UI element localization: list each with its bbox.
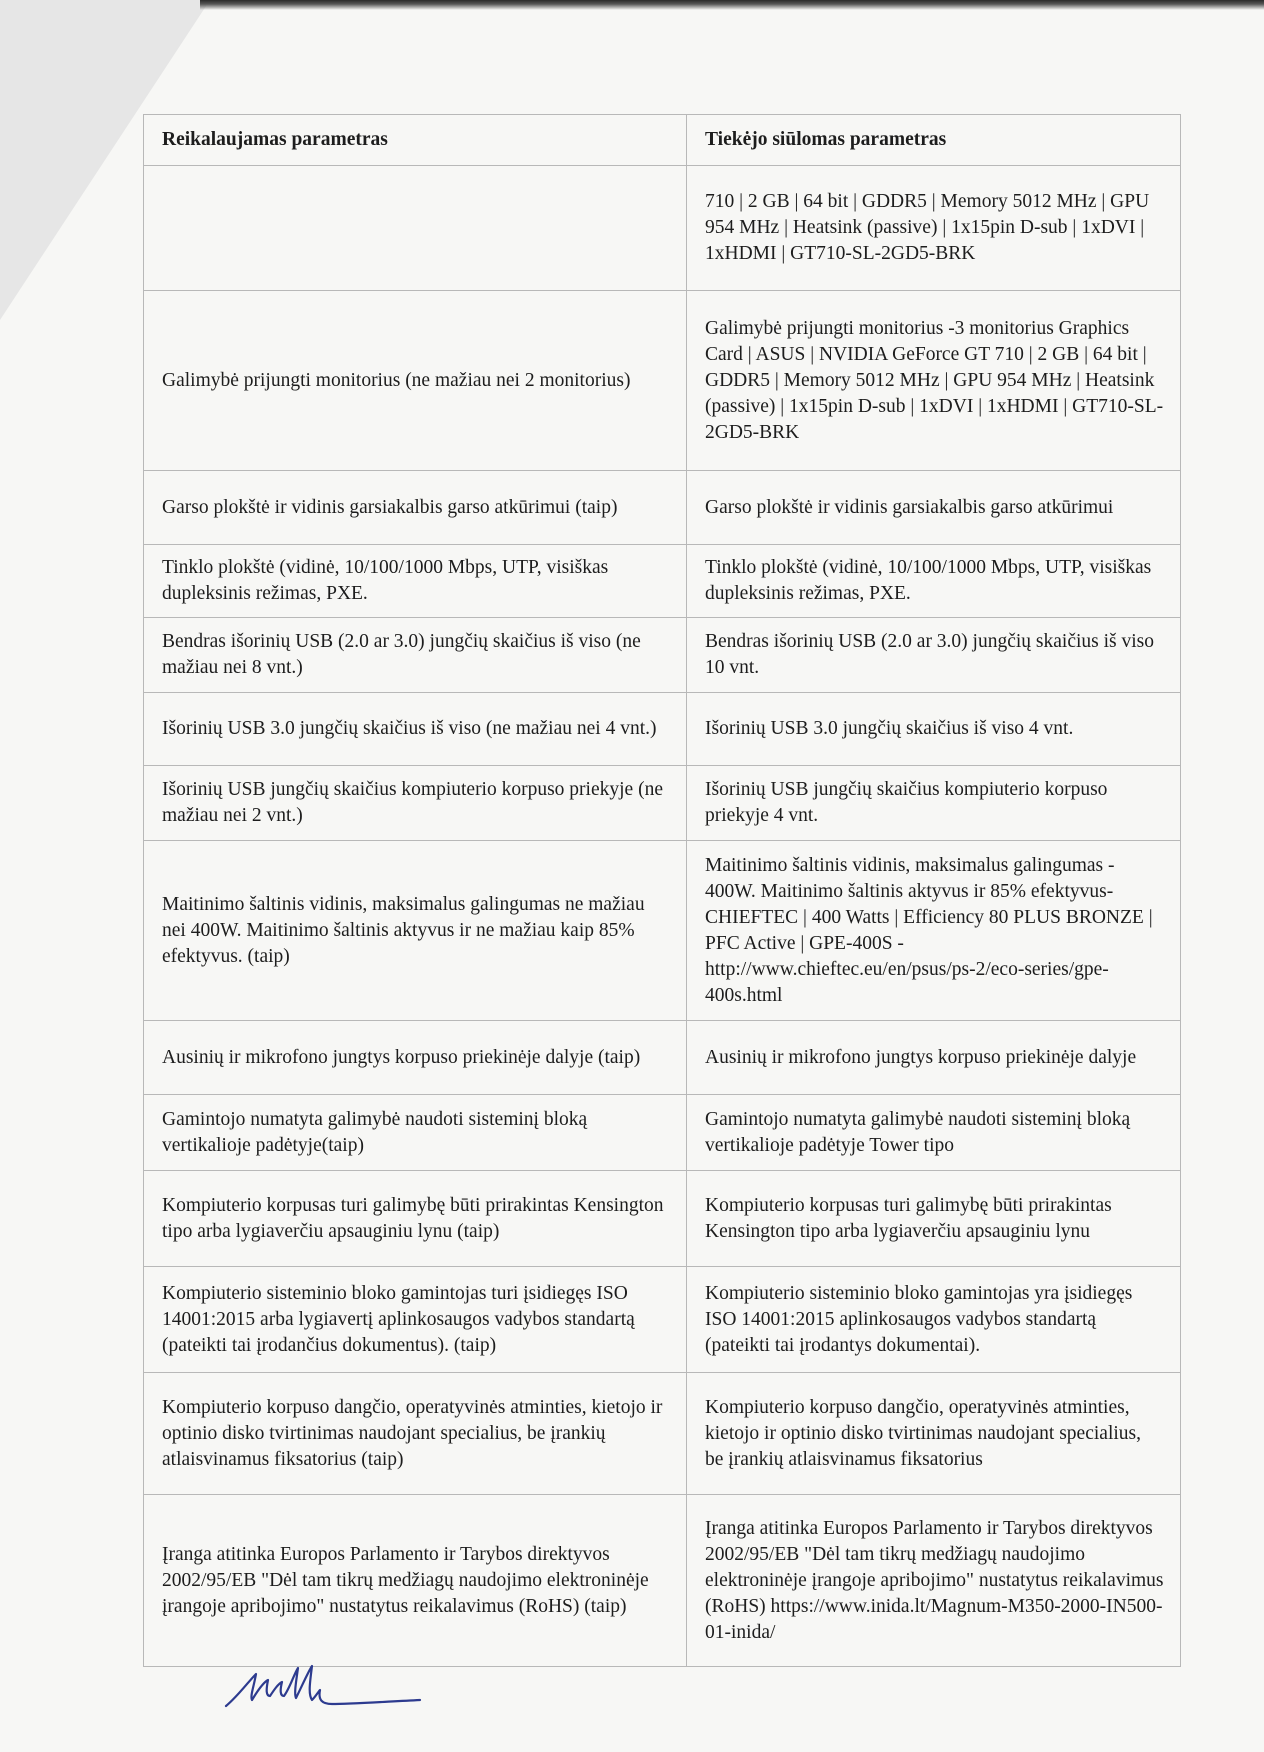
offered-cell: Bendras išorinių USB (2.0 ar 3.0) jungčių skaičius iš viso 10 vnt. (687, 618, 1181, 693)
signature-stroke (226, 1666, 420, 1706)
offered-cell: Kompiuterio korpuso dangčio, operatyvinės atminties, kietojo ir optinio disko tvirtinimas naudojant specialius, be įrankių atlaisvinamus fiksatorius (687, 1373, 1181, 1495)
required-cell (144, 166, 687, 291)
header-required-parameter: Reikalaujamas parametras (144, 115, 687, 166)
scan-top-edge-shadow (200, 0, 1264, 10)
required-cell: Ausinių ir mikrofono jungtys korpuso priekinėje dalyje (taip) (144, 1021, 687, 1095)
required-cell: Išorinių USB 3.0 jungčių skaičius iš viso (ne mažiau nei 4 vnt.) (144, 693, 687, 766)
required-cell: Galimybė prijungti monitorius (ne mažiau nei 2 monitorius) (144, 291, 687, 471)
required-cell: Tinklo plokštė (vidinė, 10/100/1000 Mbps, UTP, visiškas dupleksinis režimas, PXE. (144, 545, 687, 618)
table-row (144, 291, 1181, 471)
table-row (144, 471, 1181, 545)
header-offered-parameter: Tiekėjo siūlomas parametras (687, 115, 1181, 166)
table-row (144, 693, 1181, 766)
table-row (144, 545, 1181, 618)
table-body (144, 166, 1181, 1667)
offered-cell: Kompiuterio sisteminio bloko gamintojas yra įsidiegęs ISO 14001:2015 aplinkosaugos vadybos standartą (pateikti tai įrodantys dokumentai). (687, 1267, 1181, 1373)
offered-cell: Kompiuterio korpusas turi galimybę būti prirakintas Kensington tipo arba lygiaverčiu apsauginiu lynu (687, 1171, 1181, 1267)
required-cell: Kompiuterio sisteminio bloko gamintojas turi įsidiegęs ISO 14001:2015 arba lygiavertį aplinkosaugos vadybos standartą (pateikti tai įrodančius dokumentus). (taip) (144, 1267, 687, 1373)
offered-cell: Tinklo plokštė (vidinė, 10/100/1000 Mbps, UTP, visiškas dupleksinis režimas, PXE. (687, 545, 1181, 618)
offered-cell: Ausinių ir mikrofono jungtys korpuso priekinėje dalyje (687, 1021, 1181, 1095)
table-row (144, 166, 1181, 291)
table-row (144, 1095, 1181, 1171)
offered-cell: Galimybė prijungti monitorius -3 monitorius Graphics Card | ASUS | NVIDIA GeForce GT 710 | 2 GB | 64 bit | GDDR5 | Memory 5012 MHz | GPU 954 MHz | Heatsink (passive) | 1x15pin D-sub | 1xDVI | 1xHDMI | GT710-SL-2GD5-BRK (687, 291, 1181, 471)
required-cell: Kompiuterio korpuso dangčio, operatyvinės atminties, kietojo ir optinio disko tvirtinimas naudojant specialius, be įrankių atlaisvinamus fiksatorius (taip) (144, 1373, 687, 1495)
table-row (144, 1021, 1181, 1095)
required-cell: Garso plokštė ir vidinis garsiakalbis garso atkūrimui (taip) (144, 471, 687, 545)
offered-cell: Garso plokštė ir vidinis garsiakalbis garso atkūrimui (687, 471, 1181, 545)
table-header-row (144, 115, 1181, 166)
table-row (144, 841, 1181, 1021)
required-cell: Kompiuterio korpusas turi galimybę būti prirakintas Kensington tipo arba lygiaverčiu apsauginiu lynu (taip) (144, 1171, 687, 1267)
table-row (144, 1495, 1181, 1667)
handwritten-signature (220, 1660, 450, 1730)
offered-cell: Išorinių USB jungčių skaičius kompiuterio korpuso priekyje 4 vnt. (687, 766, 1181, 841)
required-cell: Gamintojo numatyta galimybė naudoti sisteminį bloką vertikalioje padėtyje(taip) (144, 1095, 687, 1171)
table-header (144, 115, 1181, 166)
table-row (144, 618, 1181, 693)
offered-cell: Įranga atitinka Europos Parlamento ir Tarybos direktyvos 2002/95/EB "Dėl tam tikrų medžiagų naudojimo elektroninėje įrangoje apribojimo" nustatytus reikalavimus (RoHS) https://www.inida.lt/Magnum-M350-2000-IN500-01-inida/ (687, 1495, 1181, 1667)
table-row (144, 1373, 1181, 1495)
offered-cell: Maitinimo šaltinis vidinis, maksimalus galingumas - 400W. Maitinimo šaltinis aktyvus ir 85% efektyvus- CHIEFTEC | 400 Watts | Efficiency 80 PLUS BRONZE | PFC Active | GPE-400S - http://www.chieftec.eu/en/psus/ps-2/eco-series/gpe-400s.html (687, 841, 1181, 1021)
table-row (144, 766, 1181, 841)
required-cell: Bendras išorinių USB (2.0 ar 3.0) jungčių skaičius iš viso (ne mažiau nei 8 vnt.) (144, 618, 687, 693)
offered-cell: Išorinių USB 3.0 jungčių skaičius iš viso 4 vnt. (687, 693, 1181, 766)
table-row (144, 1267, 1181, 1373)
table-row (144, 1171, 1181, 1267)
parameters-table (143, 114, 1181, 1667)
required-cell: Išorinių USB jungčių skaičius kompiuterio korpuso priekyje (ne mažiau nei 2 vnt.) (144, 766, 687, 841)
offered-cell: Gamintojo numatyta galimybė naudoti sisteminį bloką vertikalioje padėtyje Tower tipo (687, 1095, 1181, 1171)
required-cell: Įranga atitinka Europos Parlamento ir Tarybos direktyvos 2002/95/EB "Dėl tam tikrų medžiagų naudojimo elektroninėje įrangoje apribojimo" nustatytus reikalavimus (RoHS) (taip) (144, 1495, 687, 1667)
required-cell: Maitinimo šaltinis vidinis, maksimalus galingumas ne mažiau nei 400W. Maitinimo šaltinis aktyvus ir ne mažiau kaip 85% efektyvus. (taip) (144, 841, 687, 1021)
offered-cell: 710 | 2 GB | 64 bit | GDDR5 | Memory 5012 MHz | GPU 954 MHz | Heatsink (passive) | 1x15pin D-sub | 1xDVI | 1xHDMI | GT710-SL-2GD5-BRK (687, 166, 1181, 291)
